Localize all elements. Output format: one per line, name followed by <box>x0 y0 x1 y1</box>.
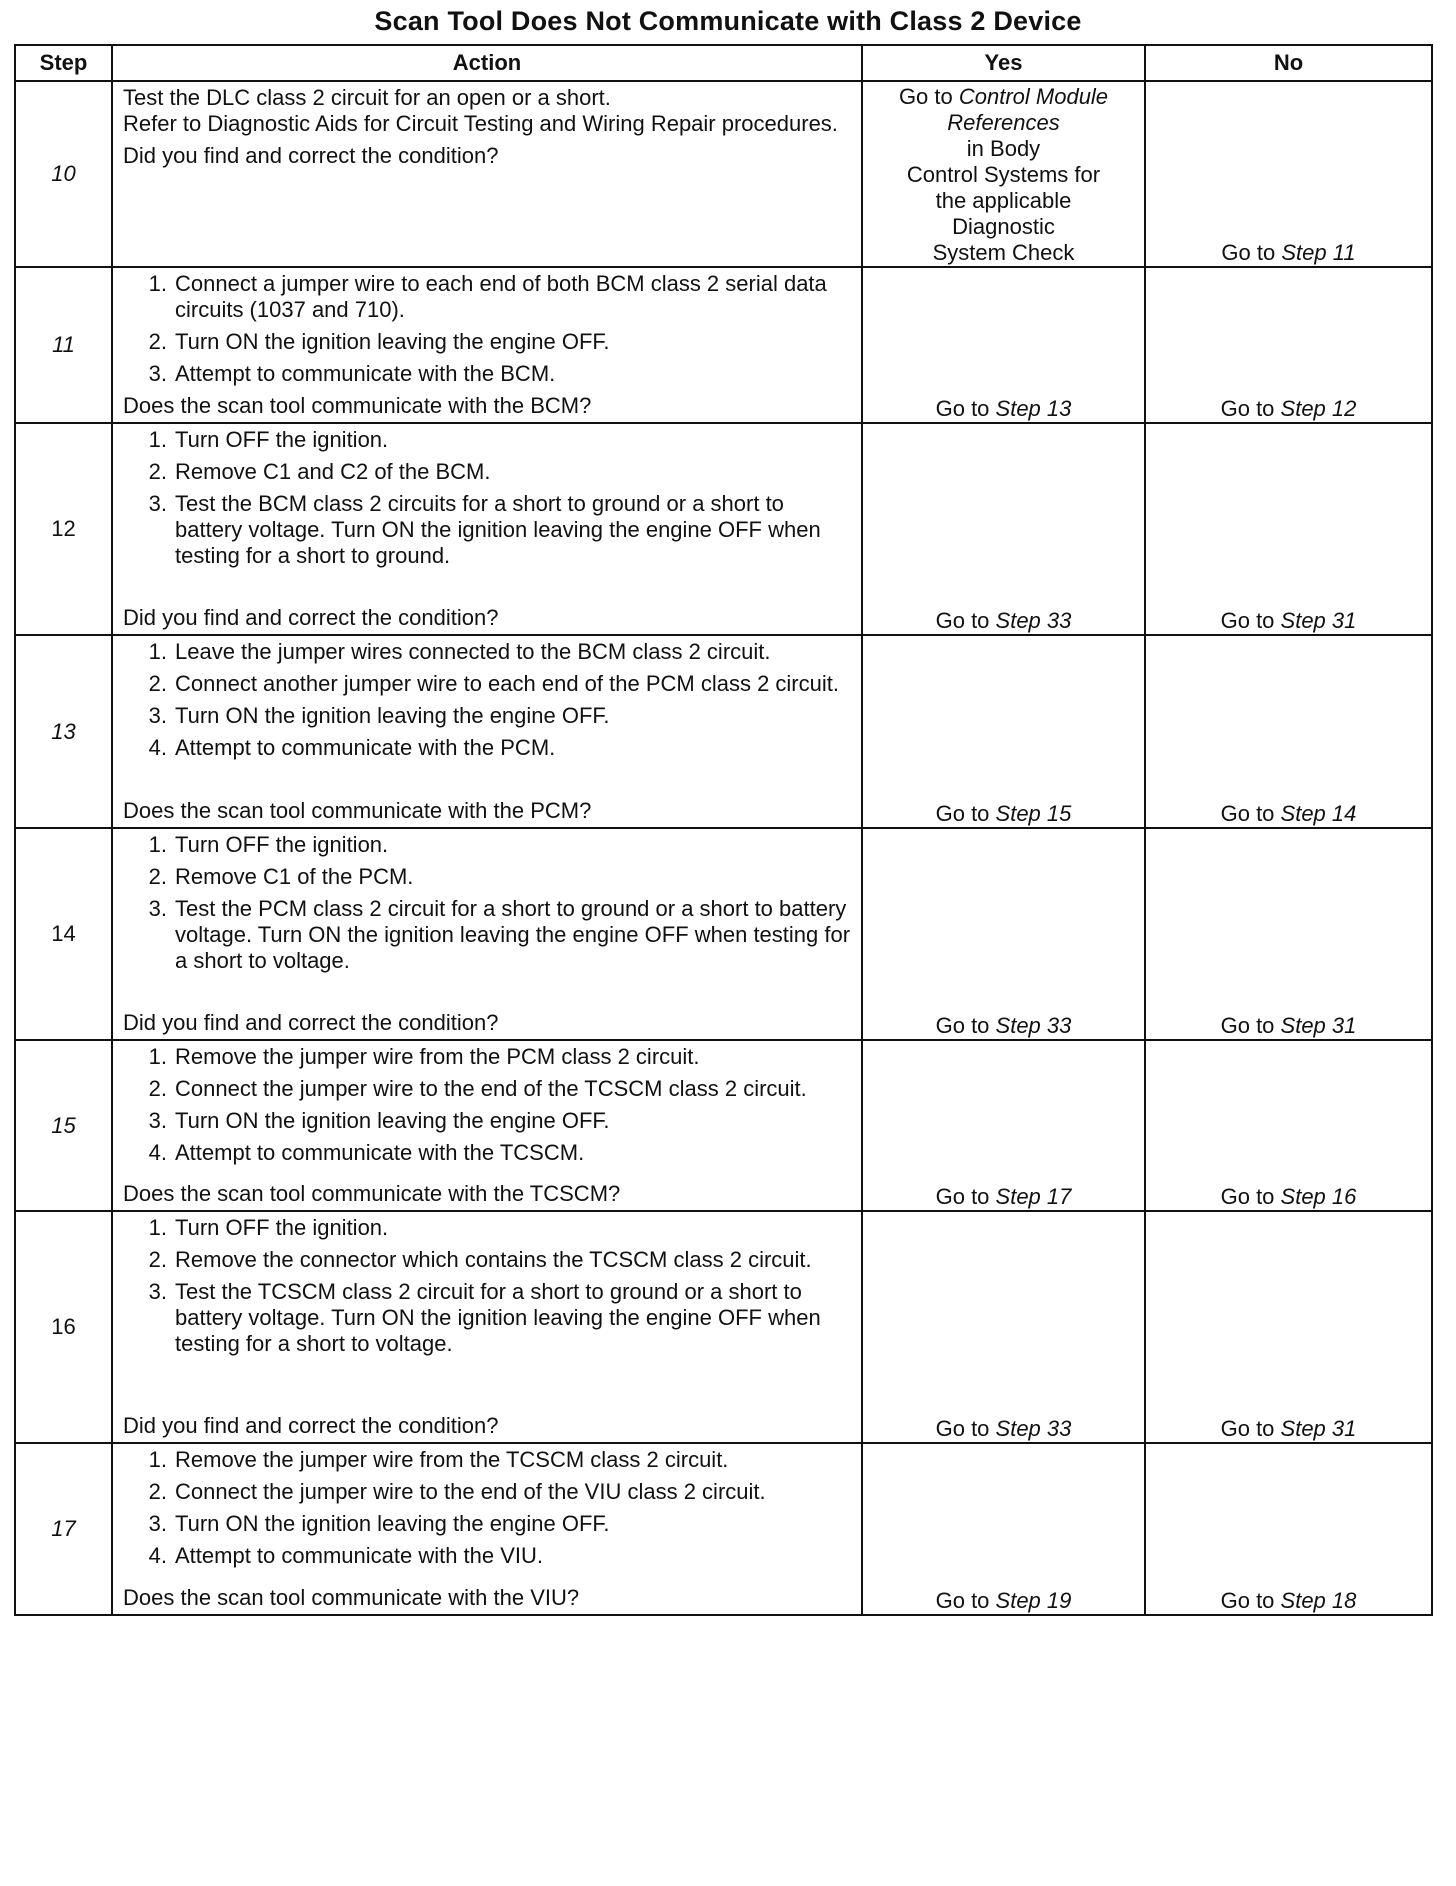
no-cell <box>1145 423 1432 635</box>
no-goto-prefix: Go to <box>1220 801 1281 826</box>
procedure-item-text: Test the TCSCM class 2 circuit for a short to ground or a short to battery voltage. Turn ON the ignition leaving the engine OFF when testing for a short to voltage. <box>175 1279 821 1356</box>
step-number: 17 <box>15 1443 112 1615</box>
procedure-item-number: 4. <box>148 1543 167 1568</box>
table-row <box>15 1443 1432 1615</box>
yes-goto <box>936 396 1072 421</box>
yes-goto-prefix: Go to <box>935 608 996 633</box>
no-goto-step: Step 14 <box>1280 801 1357 826</box>
procedure-item <box>123 1543 851 1569</box>
procedure-item <box>123 735 851 761</box>
procedure-item-text: Remove the connector which contains the TCSCM class 2 circuit. <box>175 1247 812 1272</box>
yes-goto-step: Step 19 <box>995 1588 1072 1613</box>
yes-cell <box>862 423 1145 635</box>
no-goto-prefix: Go to <box>1220 1588 1281 1613</box>
step-number: 12 <box>15 423 112 635</box>
no-cell <box>1145 1211 1432 1443</box>
action-content <box>113 1444 861 1614</box>
procedure-item-number: 3. <box>148 703 167 728</box>
procedure-item-number: 4. <box>148 735 167 760</box>
procedure-item <box>123 1479 851 1505</box>
procedure-item-text: Attempt to communicate with the PCM. <box>175 735 556 760</box>
yes-goto-step: Step 33 <box>995 608 1072 633</box>
no-goto-prefix: Go to <box>1220 608 1281 633</box>
yes-goto-prefix: Go to <box>935 1184 996 1209</box>
yes-goto <box>936 1416 1072 1441</box>
action-content <box>113 424 861 634</box>
no-goto <box>1221 608 1357 633</box>
step-number: 11 <box>15 267 112 423</box>
yes-goto-step: Step 33 <box>995 1416 1072 1441</box>
action-cell <box>112 267 862 423</box>
procedure-item <box>123 639 851 665</box>
procedure-item <box>123 864 851 890</box>
step-number: 14 <box>15 828 112 1040</box>
procedure-item <box>123 427 851 453</box>
procedure-item <box>123 1044 851 1070</box>
yes-reference-plain: System Check <box>932 240 1075 265</box>
action-question: Does the scan tool communicate with the BCM? <box>123 393 592 418</box>
yes-reference-plain: in Body <box>966 136 1041 161</box>
yes-reference-line <box>863 162 1144 188</box>
no-goto <box>1221 240 1355 265</box>
procedure-item-text: Attempt to communicate with the TCSCM. <box>175 1140 585 1165</box>
procedure-item-text: Remove C1 and C2 of the BCM. <box>175 459 491 484</box>
action-question: Did you find and correct the condition? <box>123 1010 499 1035</box>
procedure-item-number: 1. <box>148 271 167 296</box>
procedure-item-number: 1. <box>148 427 167 452</box>
no-goto <box>1221 1416 1357 1441</box>
header-yes: Yes <box>862 45 1145 81</box>
yes-reference-plain: Go to <box>898 84 959 109</box>
procedure-item <box>123 1247 851 1273</box>
yes-reference-line <box>863 110 1144 136</box>
procedure-item-number: 2. <box>148 459 167 484</box>
header-step: Step <box>15 45 112 81</box>
procedure-item-text: Attempt to communicate with the VIU. <box>175 1543 544 1568</box>
no-goto-step: Step 11 <box>1281 240 1356 265</box>
step-number: 10 <box>15 81 112 267</box>
action-cell <box>112 635 862 828</box>
action-cell <box>112 828 862 1040</box>
yes-reference-line <box>863 188 1144 214</box>
procedure-item-text: Test the BCM class 2 circuits for a short to ground or a short to battery voltage. Turn ON the ignition leaving the engine OFF when testing for a short to ground. <box>175 491 821 568</box>
procedure-item-text: Remove the jumper wire from the TCSCM class 2 circuit. <box>175 1447 729 1472</box>
action-question: Did you find and correct the condition? <box>123 605 499 630</box>
procedure-item-number: 1. <box>148 832 167 857</box>
yes-cell <box>862 81 1145 267</box>
procedure-item-text: Turn ON the ignition leaving the engine OFF. <box>175 329 610 354</box>
no-goto-step: Step 16 <box>1280 1184 1357 1209</box>
no-goto <box>1221 1184 1357 1209</box>
yes-goto-prefix: Go to <box>935 801 996 826</box>
action-cell <box>112 423 862 635</box>
no-goto <box>1221 1013 1357 1038</box>
yes-goto-prefix: Go to <box>935 1013 996 1038</box>
procedure-item <box>123 1279 851 1357</box>
page-title: Scan Tool Does Not Communicate with Class 2 Device <box>374 6 1082 36</box>
procedure-list <box>123 832 851 974</box>
procedure-item-text: Turn ON the ignition leaving the engine OFF. <box>175 703 610 728</box>
no-cell <box>1145 1443 1432 1615</box>
procedure-list <box>123 1044 851 1166</box>
yes-goto <box>936 1013 1072 1038</box>
procedure-item-text: Remove C1 of the PCM. <box>175 864 414 889</box>
procedure-item <box>123 832 851 858</box>
yes-goto <box>936 1184 1072 1209</box>
action-instructions <box>123 85 851 169</box>
action-cell <box>112 1211 862 1443</box>
yes-cell <box>862 267 1145 423</box>
table-row <box>15 828 1432 1040</box>
procedure-item-text: Turn OFF the ignition. <box>175 832 389 857</box>
action-instructions <box>123 1044 851 1172</box>
action-cell <box>112 81 862 267</box>
action-question: Did you find and correct the condition? <box>123 1413 499 1438</box>
step-number: 15 <box>15 1040 112 1211</box>
procedure-item <box>123 1511 851 1537</box>
no-goto-prefix: Go to <box>1220 396 1281 421</box>
yes-cell <box>862 1443 1145 1615</box>
diagnostic-table <box>14 44 1433 1616</box>
procedure-item-text: Test the PCM class 2 circuit for a short to ground or a short to battery voltage. Turn ON the ignition leaving the engine OFF when testing for a short to voltage. <box>175 896 851 973</box>
yes-goto-prefix: Go to <box>935 396 996 421</box>
no-goto-step: Step 31 <box>1280 1013 1357 1038</box>
yes-cell <box>862 828 1145 1040</box>
procedure-item-text: Turn OFF the ignition. <box>175 1215 389 1240</box>
action-content <box>113 82 861 266</box>
procedure-item-number: 2. <box>148 1076 167 1101</box>
action-content <box>113 636 861 827</box>
procedure-item-number: 2. <box>148 864 167 889</box>
procedure-item-number: 2. <box>148 671 167 696</box>
procedure-item-number: 3. <box>148 361 167 386</box>
action-instructions <box>123 427 851 575</box>
table-row <box>15 267 1432 423</box>
procedure-item-number: 3. <box>148 1279 167 1304</box>
action-instructions <box>123 1215 851 1363</box>
procedure-item-number: 4. <box>148 1140 167 1165</box>
no-goto <box>1221 1588 1357 1613</box>
procedure-item <box>123 1076 851 1102</box>
action-question: Does the scan tool communicate with the PCM? <box>123 798 592 823</box>
instruction-text: Refer to Diagnostic Aids for Circuit Testing and Wiring Repair procedures. <box>123 111 838 136</box>
no-goto-step: Step 12 <box>1280 396 1357 421</box>
action-instructions <box>123 639 851 767</box>
action-content <box>113 268 861 422</box>
yes-goto-prefix: Go to <box>935 1588 996 1613</box>
procedure-item-number: 1. <box>148 639 167 664</box>
procedure-item-text: Remove the jumper wire from the PCM class 2 circuit. <box>175 1044 700 1069</box>
no-goto-prefix: Go to <box>1221 240 1282 265</box>
action-question: Does the scan tool communicate with the TCSCM? <box>123 1181 621 1206</box>
no-goto-step: Step 31 <box>1280 1416 1357 1441</box>
no-goto <box>1221 396 1357 421</box>
procedure-item-text: Leave the jumper wires connected to the BCM class 2 circuit. <box>175 639 771 664</box>
no-goto-step: Step 18 <box>1280 1588 1357 1613</box>
yes-cell <box>862 635 1145 828</box>
procedure-item <box>123 703 851 729</box>
procedure-item-text: Connect a jumper wire to each end of both BCM class 2 serial data circuits (1037 and 710). <box>175 271 827 322</box>
no-goto-step: Step 31 <box>1280 608 1357 633</box>
no-cell <box>1145 828 1432 1040</box>
procedure-list <box>123 1447 851 1569</box>
table-row <box>15 1211 1432 1443</box>
yes-goto-step: Step 17 <box>995 1184 1072 1209</box>
no-cell <box>1145 635 1432 828</box>
action-question: Did you find and correct the condition? <box>123 143 499 168</box>
yes-goto <box>936 801 1072 826</box>
action-content <box>113 1212 861 1442</box>
procedure-list <box>123 271 851 387</box>
procedure-item-number: 2. <box>148 1479 167 1504</box>
procedure-item-number: 3. <box>148 896 167 921</box>
procedure-item <box>123 361 851 387</box>
yes-goto <box>936 608 1072 633</box>
no-goto-prefix: Go to <box>1220 1013 1281 1038</box>
no-cell <box>1145 267 1432 423</box>
table-row <box>15 81 1432 267</box>
procedure-list <box>123 639 851 761</box>
procedure-item-text: Attempt to communicate with the BCM. <box>175 361 556 386</box>
step-number: 16 <box>15 1211 112 1443</box>
table-body <box>15 81 1432 1615</box>
action-instructions <box>123 1447 851 1575</box>
procedure-item <box>123 671 851 697</box>
yes-reference-plain: Diagnostic <box>952 214 1055 239</box>
no-goto <box>1221 801 1357 826</box>
yes-reference-plain: the applicable <box>935 188 1072 213</box>
header-action: Action <box>112 45 862 81</box>
procedure-item-text: Connect another jumper wire to each end of the PCM class 2 circuit. <box>175 671 839 696</box>
yes-goto-prefix: Go to <box>935 1416 996 1441</box>
procedure-item-text: Turn OFF the ignition. <box>175 427 389 452</box>
yes-goto-step: Step 15 <box>995 801 1072 826</box>
procedure-item-text: Turn ON the ignition leaving the engine OFF. <box>175 1108 610 1133</box>
yes-goto <box>936 1588 1072 1613</box>
yes-reference-line <box>863 240 1144 266</box>
procedure-item <box>123 459 851 485</box>
yes-reference-plain: Control Systems for <box>906 162 1101 187</box>
yes-cell <box>862 1040 1145 1211</box>
step-number: 13 <box>15 635 112 828</box>
procedure-item-text: Turn ON the ignition leaving the engine OFF. <box>175 1511 610 1536</box>
instruction-text: Test the DLC class 2 circuit for an open or a short. <box>123 85 611 110</box>
no-cell <box>1145 1040 1432 1211</box>
procedure-item-number: 3. <box>148 1108 167 1133</box>
procedure-item <box>123 329 851 355</box>
action-instructions <box>123 832 851 980</box>
procedure-item <box>123 491 851 569</box>
yes-reference-link: References <box>947 110 1060 135</box>
action-instructions <box>123 271 851 393</box>
procedure-item <box>123 271 851 323</box>
procedure-item <box>123 896 851 974</box>
yes-goto-step: Step 13 <box>995 396 1072 421</box>
yes-reference-link: Control Module <box>958 84 1109 109</box>
table-header-row <box>15 45 1432 81</box>
procedure-item-number: 1. <box>148 1215 167 1240</box>
header-no: No <box>1145 45 1432 81</box>
action-cell <box>112 1040 862 1211</box>
procedure-item-number: 3. <box>148 491 167 516</box>
no-goto-prefix: Go to <box>1220 1416 1281 1441</box>
yes-goto-step: Step 33 <box>995 1013 1072 1038</box>
table-row <box>15 1040 1432 1211</box>
procedure-item-number: 1. <box>148 1447 167 1472</box>
procedure-list <box>123 427 851 569</box>
procedure-item-number: 2. <box>148 1247 167 1272</box>
procedure-item-number: 2. <box>148 329 167 354</box>
procedure-item-text: Connect the jumper wire to the end of the VIU class 2 circuit. <box>175 1479 766 1504</box>
no-cell <box>1145 81 1432 267</box>
action-content <box>113 1041 861 1210</box>
procedure-item-text: Connect the jumper wire to the end of the TCSCM class 2 circuit. <box>175 1076 807 1101</box>
action-cell <box>112 1443 862 1615</box>
procedure-item <box>123 1108 851 1134</box>
procedure-item <box>123 1140 851 1166</box>
procedure-item <box>123 1215 851 1241</box>
procedure-item <box>123 1447 851 1473</box>
procedure-item-number: 1. <box>148 1044 167 1069</box>
procedure-item-number: 3. <box>148 1511 167 1536</box>
no-goto-prefix: Go to <box>1220 1184 1281 1209</box>
yes-cell <box>862 1211 1145 1443</box>
action-question: Does the scan tool communicate with the VIU? <box>123 1585 580 1610</box>
action-content <box>113 829 861 1039</box>
yes-reference-line <box>863 84 1144 110</box>
procedure-list <box>123 1215 851 1357</box>
table-row <box>15 423 1432 635</box>
table-row <box>15 635 1432 828</box>
yes-reference-line <box>863 214 1144 240</box>
yes-reference-line <box>863 136 1144 162</box>
